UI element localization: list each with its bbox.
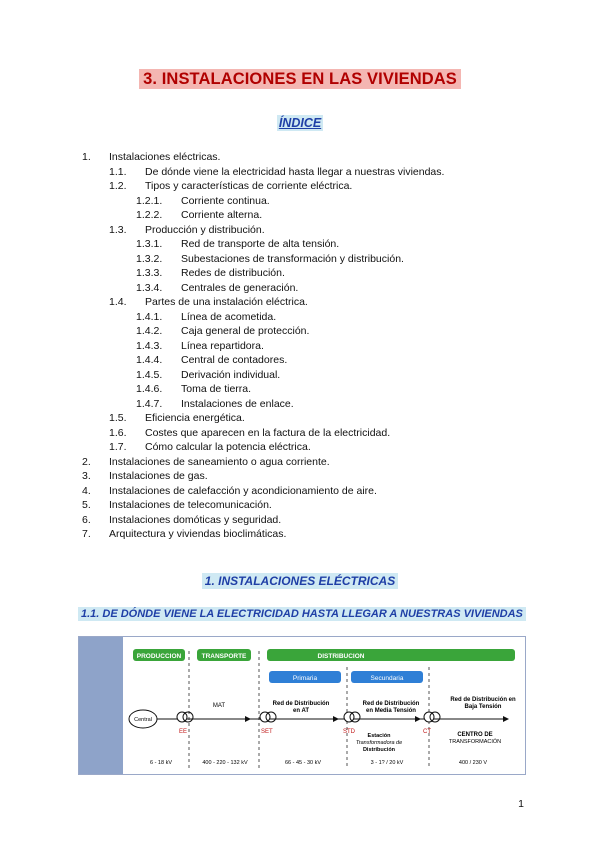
toc-item-number: 1.4.5.: [136, 368, 163, 381]
estacion-label-3: Distribución: [362, 747, 396, 753]
toc-item-text: Caja general de protección.: [181, 325, 310, 337]
std-label: STD: [343, 729, 355, 735]
toc-item: [0, 368, 600, 383]
toc-item: [0, 208, 600, 223]
toc-item-text: Subestaciones de transformación y distribución.: [181, 252, 404, 265]
tab-primaria-label: Primaria: [292, 675, 318, 682]
toc-item-number: 1.3.1.: [136, 238, 163, 250]
page-title-text: 3. INSTALACIONES EN LAS VIVIENDAS: [139, 69, 461, 89]
set-label: SET: [261, 729, 273, 735]
section-heading: [0, 574, 600, 588]
toc-item-number: 1.: [82, 151, 91, 163]
electricity-path-diagram: [78, 636, 526, 775]
toc-item-number: 1.1.: [109, 165, 127, 178]
toc-item: [0, 339, 600, 354]
toc-item: [0, 498, 600, 513]
page-number: 1: [518, 798, 524, 810]
toc-item-number: 1.2.2.: [136, 209, 163, 221]
toc-item: [0, 223, 600, 238]
voltage-transporte: 400 - 220 - 132 kV: [202, 760, 248, 766]
toc-item: [0, 382, 600, 397]
toc-item: [0, 426, 600, 441]
toc-item: [0, 469, 600, 484]
voltage-baja: 400 / 230 V: [458, 760, 488, 766]
page-title: [0, 70, 600, 89]
toc-item: [0, 440, 600, 455]
diagram-svg: [79, 637, 525, 774]
toc-item-text: Redes de distribución.: [181, 267, 285, 279]
voltage-primaria: 66 - 45 - 30 kV: [284, 760, 322, 766]
toc-item: [0, 266, 600, 281]
toc-item-text: Instalaciones de calefacción y acondicionamiento de aire.: [109, 484, 377, 497]
voltage-produccion: 6 - 18 kV: [149, 760, 173, 766]
toc-item: [0, 310, 600, 325]
toc-item-text: Línea de acometida.: [181, 310, 277, 323]
index-heading: [0, 116, 600, 130]
toc-item: [0, 237, 600, 252]
toc-item: [0, 513, 600, 528]
index-heading-text: ÍNDICE: [278, 116, 322, 130]
toc-item-text: Arquitectura y viviendas bioclimáticas.: [109, 528, 287, 540]
toc-item-number: 7.: [82, 528, 91, 540]
toc-item: [0, 324, 600, 339]
toc-item: [0, 397, 600, 412]
centro-label-2: TRANSFORMACIÓN: [448, 739, 502, 745]
ee-label: EE: [179, 729, 188, 735]
mat-label: MAT: [212, 703, 226, 709]
toc-item-number: 4.: [82, 484, 91, 497]
toc-item: [0, 455, 600, 470]
toc-item-text: Centrales de generación.: [181, 281, 299, 294]
toc-item: [0, 194, 600, 209]
tab-produccion-label: PRODUCCION: [136, 653, 182, 660]
toc-item-text: Tipos y características de corriente eléctrica.: [145, 180, 353, 192]
transformer-icon: [424, 712, 434, 722]
tab-transporte-label: TRANSPORTE: [201, 653, 247, 660]
toc-item-number: 1.3.2.: [136, 252, 163, 265]
tab-secundaria-label: Secundaria: [370, 675, 404, 682]
toc-item-number: 1.7.: [109, 441, 127, 453]
tab-distribucion-label: DISTRIBUCION: [317, 653, 365, 660]
diagram-side-band: [79, 637, 123, 774]
toc-item: [0, 527, 600, 542]
section-heading-text: 1. INSTALACIONES ELÉCTRICAS: [202, 573, 398, 589]
centro-label-1: CENTRO DE: [457, 732, 493, 738]
toc-item-number: 1.4.3.: [136, 339, 163, 352]
toc-item-text: Eficiencia energética.: [145, 412, 245, 424]
toc-item-text: Instalaciones de gas.: [109, 470, 208, 482]
toc-item-text: Central de contadores.: [181, 354, 288, 366]
subsection-heading: [78, 608, 526, 620]
red-at-label-2: en AT: [293, 708, 309, 714]
toc-item-text: Instalaciones domóticas y seguridad.: [109, 513, 282, 526]
red-bt-label-2: Baja Tensión: [464, 704, 502, 710]
toc-item-number: 1.3.3.: [136, 267, 163, 279]
toc-item: [0, 252, 600, 267]
toc-item-number: 5.: [82, 499, 91, 511]
toc-item: [0, 179, 600, 194]
tab-distribucion: [267, 649, 515, 661]
toc-item: [0, 295, 600, 310]
toc-item-number: 1.4.4.: [136, 354, 163, 366]
toc-item-text: Producción y distribución.: [145, 223, 265, 236]
toc-item-text: Instalaciones de saneamiento o agua corriente.: [109, 455, 330, 468]
toc-item-text: Corriente continua.: [181, 194, 270, 207]
toc-item-text: De dónde viene la electricidad hasta llegar a nuestras viviendas.: [145, 165, 445, 178]
toc-item-number: 1.5.: [109, 412, 127, 424]
red-mt-label-1: Red de Distribución: [362, 701, 420, 707]
red-at-label-1: Red de Distribución: [272, 701, 330, 707]
toc-item-number: 1.2.1.: [136, 194, 163, 207]
toc-item-text: Instalaciones de telecomunicación.: [109, 499, 272, 511]
toc-item-text: Instalaciones eléctricas.: [109, 151, 221, 163]
toc-item: [0, 353, 600, 368]
toc-item-text: Corriente alterna.: [181, 209, 263, 221]
toc-item-text: Cómo calcular la potencia eléctrica.: [145, 441, 311, 453]
central-label: Central: [134, 717, 152, 723]
ct-label: CT: [423, 729, 431, 735]
toc-item-text: Derivación individual.: [181, 368, 281, 381]
estacion-label-1: Estación: [367, 733, 391, 739]
toc-item-number: 1.4.7.: [136, 397, 163, 410]
red-bt-label-1: Red de Distribución en: [450, 697, 516, 703]
toc-item: [0, 281, 600, 296]
toc-item: [0, 150, 600, 165]
toc-item: [0, 165, 600, 180]
toc-item-text: Costes que aparecen en la factura de la electricidad.: [145, 426, 391, 439]
toc-item-number: 1.4.2.: [136, 325, 163, 337]
toc-item-number: 1.3.4.: [136, 281, 163, 294]
toc-item-number: 1.4.: [109, 296, 127, 308]
toc-item-number: 1.6.: [109, 426, 127, 439]
transformer-icon: [177, 712, 187, 722]
toc-item-text: Partes de una instalación eléctrica.: [145, 296, 308, 308]
toc-item-number: 1.3.: [109, 223, 127, 236]
toc-item-number: 2.: [82, 455, 91, 468]
toc-item: [0, 411, 600, 426]
toc-item-text: Red de transporte de alta tensión.: [181, 238, 340, 250]
toc-item-number: 1.4.6.: [136, 383, 163, 395]
transformer-icon: [344, 712, 354, 722]
toc-item-number: 6.: [82, 513, 91, 526]
toc-item: [0, 484, 600, 499]
transformer-icon: [260, 712, 270, 722]
table-of-contents: [0, 150, 600, 542]
toc-item-text: Instalaciones de enlace.: [181, 397, 294, 410]
toc-item-number: 1.2.: [109, 180, 127, 192]
voltage-secundaria: 3 - 1? / 20 kV: [370, 760, 404, 766]
red-mt-label-2: en Media Tensión: [366, 708, 416, 714]
toc-item-number: 3.: [82, 470, 91, 482]
toc-item-text: Línea repartidora.: [181, 339, 264, 352]
subsection-heading-text: 1.1. DE DÓNDE VIENE LA ELECTRICIDAD HASTA LLEGAR A NUESTRAS VIVIENDAS: [78, 607, 526, 621]
toc-item-text: Toma de tierra.: [181, 383, 252, 395]
estacion-label-2: Transformadora de: [355, 740, 403, 746]
toc-item-number: 1.4.1.: [136, 310, 163, 323]
